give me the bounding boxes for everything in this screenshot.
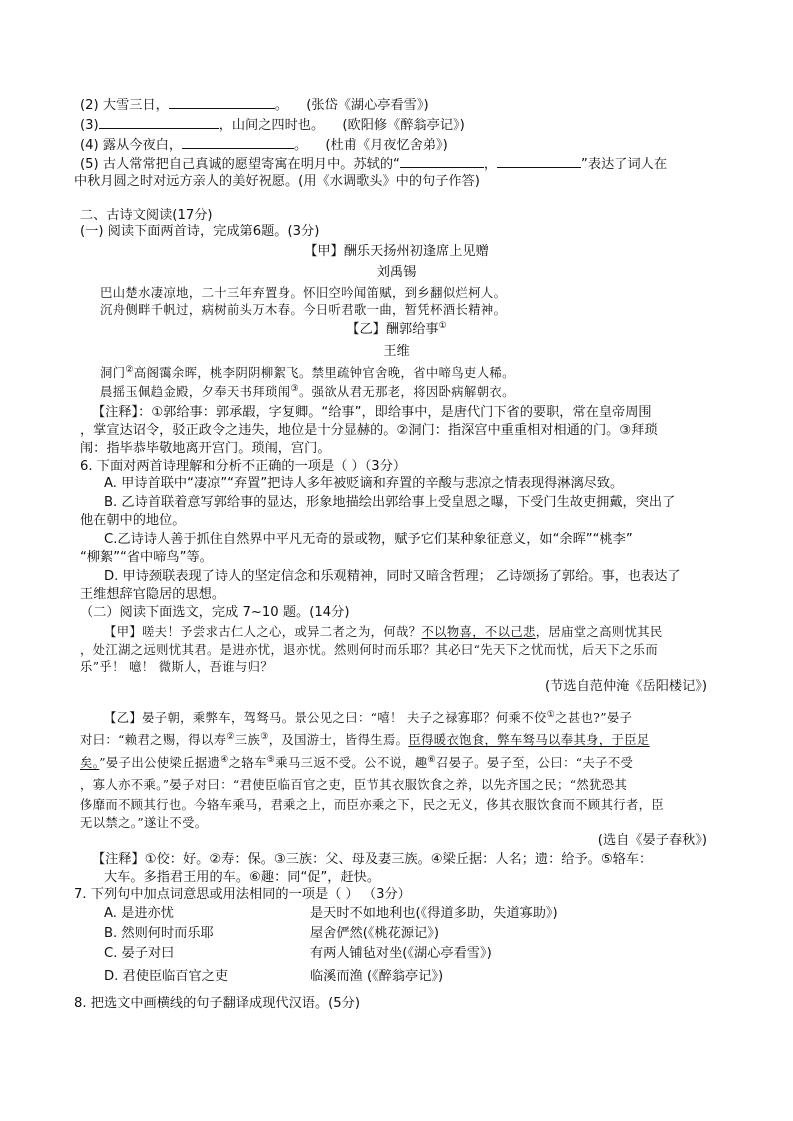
passage-a-line xyxy=(104,624,663,641)
passage-a-line: 乐”乎！ 噫！ 微斯人，吾谁与归？ xyxy=(80,660,274,674)
option-d-compare: 临溪而渔 (《醉翁亭记》) xyxy=(310,969,444,984)
footnote-marker: ④ xyxy=(220,755,229,765)
question-text: 。 xyxy=(274,98,289,113)
poem-b-line xyxy=(100,365,515,384)
answer-blank[interactable] xyxy=(182,136,294,149)
poem-a-line: 沉舟侧畔千帆过，病树前头万木春。今日听君歌一曲，暂凭杯酒长精神。 xyxy=(100,303,507,317)
notes: 大车。多指君王用的车。⑥趣：同“促”，赶快。 xyxy=(104,870,381,885)
footnote-marker: ⑤ xyxy=(266,755,276,765)
poem-a-title: 【甲】酬乐天扬州初逢席上见赠 xyxy=(304,244,489,259)
source-citation: (杜甫《月夜忆舍弟》) xyxy=(325,138,448,153)
underlined-sentence: 矣。 xyxy=(80,756,100,770)
passage-b-line xyxy=(80,755,633,774)
underlined-sentence: 不以物喜，不以己悲 xyxy=(421,625,536,639)
question-text: 大雪三日， xyxy=(102,98,169,113)
option-c-compare: 有两人铺毡对坐(《湖心亭看雪》) xyxy=(310,946,492,961)
question-4 xyxy=(80,136,448,154)
passage-text: 乘马三返不受。公不说，趣 xyxy=(275,756,428,770)
option-c-continued: “柳絮”“省中啼鸟”等。 xyxy=(80,550,213,565)
passage-text: ”晏子出公使梁丘据遗 xyxy=(99,756,221,770)
option-b-continued: 他在朝中的地位。 xyxy=(80,513,186,528)
option-b-compare: 屋舍俨然(《桃花源记》) xyxy=(310,926,439,941)
poem-text: 洞门 xyxy=(100,366,126,380)
answer-blank[interactable] xyxy=(99,116,219,129)
poem-a-author: 刘禹锡 xyxy=(376,265,417,280)
passage-text: 之甚也?”晏子 xyxy=(555,711,633,725)
option-b[interactable]: B. 然则何时而乐耶 xyxy=(104,926,214,941)
option-a[interactable]: A. 甲诗首联中“凄凉”“弃置”把诗人多年被贬谪和弃置的辛酸与悲凉之情表现得淋漓尽致。 xyxy=(104,476,624,491)
notes: 闱：指毕恭毕敬地离开宫门。琐闱，宫门。 xyxy=(80,441,331,456)
source-citation: (选自《晏子春秋》) xyxy=(597,833,707,848)
source-citation: (节选自范仲淹《岳阳楼记》) xyxy=(545,679,707,694)
passage-text: 【乙】晏子朝，乘弊车，驾驽马。景公见之曰：“嘻！ 夫子之禄寡耶？何乘不佼 xyxy=(104,711,547,725)
passage-b-line xyxy=(80,732,650,751)
question-text: ， xyxy=(483,157,498,172)
question-number: (5) xyxy=(80,157,99,172)
question-5-continued: 中秋月圆之时对远方亲人的美好祝愿。(用《水调歌头》中的句子作答) xyxy=(74,174,480,189)
passage-text: 三族 xyxy=(234,733,261,747)
footnote-marker: ① xyxy=(546,710,556,720)
option-c[interactable]: C. 晏子对曰 xyxy=(104,946,175,961)
poem-b-author: 王维 xyxy=(383,344,410,359)
poem-text: 晨摇玉佩趋金殿，夕奉天书拜琐闱 xyxy=(100,385,291,399)
passage-text: 【甲】嗟夫！予尝求古仁人之心，或异二者之为，何哉？ xyxy=(104,625,422,639)
part-intro: （二）阅读下面选文，完成 7~10 题。(14分) xyxy=(80,605,350,620)
question-5 xyxy=(80,155,667,173)
poem-b-title xyxy=(0,321,793,340)
poem-b-line xyxy=(100,384,515,403)
answer-blank[interactable] xyxy=(497,155,581,168)
option-d-continued: 王维想辞官隐居的思想。 xyxy=(80,587,226,602)
question-text: ，山间之四时也。 xyxy=(218,118,325,133)
passage-b-line: ，寡人亦不乘。”晏子对曰：“君使臣临百官之吏，臣节其衣服饮食之养，以先齐国之民；“然犹恐其 xyxy=(80,778,628,792)
footnote-marker: ③ xyxy=(290,384,299,394)
question-6-stem: 6. 下面对两首诗理解和分析不正确的一项是（ ）（3分） xyxy=(80,459,407,474)
question-8-stem: 8. 把选文中画横线的句子翻译成现代汉语。(5分) xyxy=(74,996,361,1011)
option-c[interactable]: C.乙诗诗人善于抓住自然界中平凡无奇的景或物，赋予它们某种象征意义，如“余晖”“桃李” xyxy=(104,532,633,547)
passage-text: 召晏子。晏子至，公曰：“夫子不受 xyxy=(436,756,634,770)
passage-b-line xyxy=(104,710,632,729)
question-text: 。 xyxy=(294,138,308,153)
option-b[interactable]: B. 乙诗首联着意写郭给事的显达，形象地描绘出郭给事上受皇恩之曝，下受门生故吏拥戴，突出了 xyxy=(104,495,676,510)
answer-blank[interactable] xyxy=(169,96,275,109)
question-3 xyxy=(80,116,465,134)
option-d[interactable]: D. 甲诗颈联表现了诗人的坚定信念和乐观精神，同时又暗含哲理； 乙诗颂扬了郭给。事，也表达了 xyxy=(104,569,681,584)
option-d[interactable]: D. 君使臣临百官之吏 xyxy=(104,969,229,984)
option-a[interactable]: A. 是进亦忧 xyxy=(104,906,174,921)
poem-a-line: 巴山楚水凄凉地，二十三年弃置身。怀旧空吟闻笛赋，到乡翻似烂柯人。 xyxy=(100,286,507,300)
poem-text: 高阁霭余晖，桃李阴阴柳絮飞。禁里疏钟官舍晚，省中啼鸟吏人稀。 xyxy=(133,366,515,380)
question-number: (4) xyxy=(80,138,99,153)
question-7-stem: 7. 下列句中加点词意思或用法相同的一项是（ ） （3分） xyxy=(74,887,411,902)
poem-text: 。强欲从君无那老，将因卧病解朝衣。 xyxy=(298,385,515,399)
passage-b-line: 侈靡而不顾其行也。今辂车乘马，君乘之上，而臣亦乘之下，民之无义，侈其衣服饮食而不顾其行者，臣 xyxy=(80,798,665,812)
passage-text: 之辂车 xyxy=(228,756,267,770)
source-citation: (欧阳修《醉翁亭记》) xyxy=(342,118,465,133)
question-text: 古人常常把自己真诚的愿望寄寓在明月中。苏轼的“ xyxy=(102,157,400,172)
question-text: ”表达了词人在 xyxy=(581,157,668,172)
footnote-marker: ③ xyxy=(260,732,269,742)
footnote-marker: ② xyxy=(226,732,235,742)
section-heading: 二、古诗文阅读(17分) xyxy=(80,208,213,223)
question-number: (2) xyxy=(80,98,99,113)
passage-text: ，及国游士，皆得生焉。 xyxy=(268,733,409,747)
passage-text: 对曰：“赖君之赐，得以寿 xyxy=(80,733,227,747)
poem-b-title-text: 【乙】酬郭给事 xyxy=(346,322,439,337)
footnote-marker: ① xyxy=(438,321,447,331)
part-intro: (一) 阅读下面两首诗，完成第6题。(3分) xyxy=(80,224,320,239)
question-text: 露从今夜白， xyxy=(102,138,183,153)
source-citation: (张岱《湖心亭看雪》) xyxy=(306,98,429,113)
footnote-marker: ② xyxy=(125,365,134,375)
answer-blank[interactable] xyxy=(400,155,484,168)
notes: 【注释】：①郭给事：郭承嘏，字复卿。“给事”，即给事中，是唐代门下省的要职，常在皇帝周围 xyxy=(92,405,652,420)
passage-b-line: 无以禁之。”遂让不受。 xyxy=(80,816,208,830)
notes: ，掌宣达诏令，驳正政令之违失，地位是十分显赫的。②洞门：指深宫中重重相对相通的门。③拜琐 xyxy=(80,423,658,438)
footnote-marker: ⑥ xyxy=(427,755,437,765)
option-a-compare: 是天时不如地利也(《得道多助，失道寡助》) xyxy=(310,906,558,921)
passage-a-line: ，处江湖之远则忧其君。是进亦忧，退亦忧。然则何时而乐耶？其必曰“先天下之忧而忧，后天下之乐而 xyxy=(80,643,659,657)
question-number: (3) xyxy=(80,118,99,133)
question-2 xyxy=(80,96,429,114)
underlined-sentence: 臣得暖衣饱食，弊车驽马以奉其身，于臣足 xyxy=(408,733,650,747)
notes: 【注释】①佼：好。②寿：保。③三族：父、母及妻三族。④梁丘据：人名；遗：给予。⑤辂车： xyxy=(92,852,653,867)
passage-text: ，居庙堂之高则忧其民 xyxy=(535,625,663,639)
